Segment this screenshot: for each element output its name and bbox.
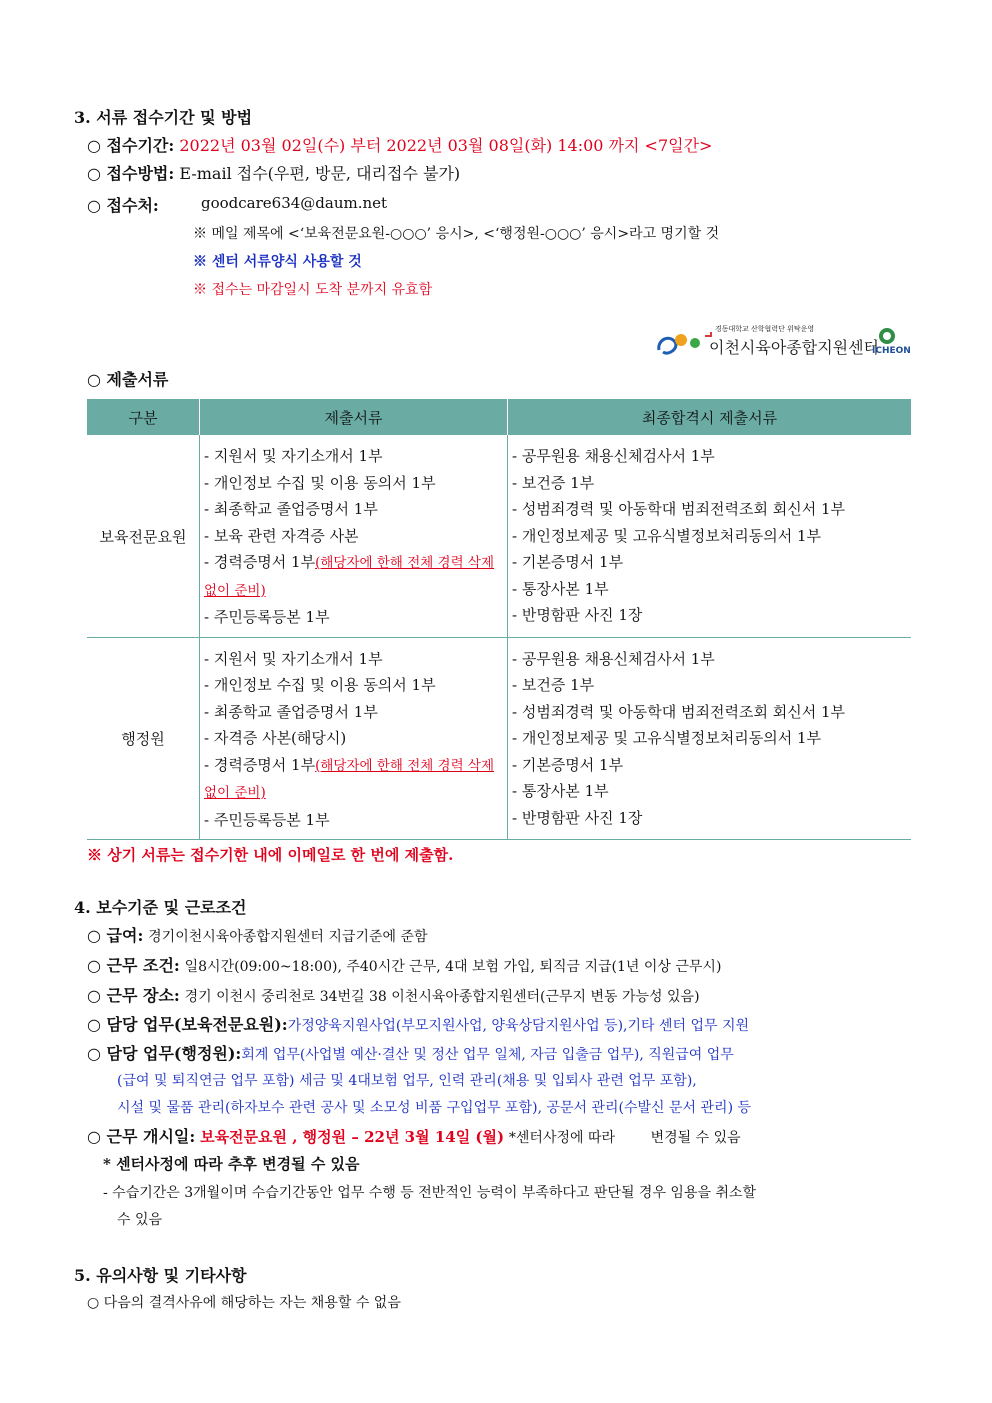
header-category: 구분: [87, 399, 200, 435]
final-item: - 보건증 1부: [512, 676, 595, 694]
cond-label: ○ 근무 조건:: [87, 956, 180, 975]
submit-item-career: [204, 549, 503, 604]
center-logo: [655, 324, 913, 358]
final-item: - 기본증명서 1부: [512, 553, 624, 571]
submit-item: - 보육 관련 자격증 사본: [204, 526, 359, 545]
row-final-docs: [508, 637, 912, 840]
start-label: ○ 근무 개시일:: [87, 1127, 196, 1146]
submit-item: - 경력증명서 1부: [204, 553, 316, 571]
place-value: 경기 이천시 중리천로 34번길 38 이천시육아종합지원센터(근무지 변동 가능성 있음): [184, 989, 700, 1005]
pay-value: 경기이천시육아종합지원센터 지급기준에 준함: [148, 929, 428, 945]
row-category: 보육전문요원: [87, 435, 200, 637]
place-row: [87, 983, 700, 1006]
pay-label: ○ 급여:: [87, 926, 144, 945]
address-label: ○ 접수처:: [87, 196, 159, 215]
start-value: 보육전문요원 , 행정원 – 22년 3월 14일 (월): [200, 1128, 505, 1146]
duty2-line1: 회계 업무(사업별 예산·결산 및 정산 업무 일체, 자금 입출금 업무), 직원급여 업무: [241, 1047, 734, 1063]
final-item: - 공무원용 채용신체검사서 1부: [512, 649, 715, 668]
deadline-note: ※ 접수는 마감일시 도착 분까지 유효함: [193, 282, 433, 298]
mail-subject-note: ※ 메일 제목에 <‘보육전문요원-○○○’ 응시>, <‘행정원-○○○’ 응시>라고 명기할 것: [193, 226, 720, 242]
final-item: - 성범죄경력 및 아동학대 범죄전력조회 회신서 1부: [512, 500, 846, 518]
submit-item: - 개인정보 수집 및 이용 동의서 1부: [204, 473, 436, 492]
duty1-row: [87, 1012, 749, 1035]
probation-line1: - 수습기간은 3개월이며 수습기간동안 업무 수행 등 전반적인 능력이 부족하다고 판단될 경우 임용을 취소할: [103, 1185, 757, 1201]
table-row: [87, 637, 911, 840]
logo-name: 이천시육아종합지원센터: [709, 338, 880, 357]
docs-title: ○ 제출서류: [87, 370, 169, 389]
final-item: - 기본증명서 1부: [512, 755, 624, 774]
logo-city: ICHEON: [872, 346, 911, 356]
submit-item: - 주민등록등본 1부: [204, 810, 330, 829]
form-note: ※ 센터 서류양식 사용할 것: [193, 254, 362, 270]
header-submit: 제출서류: [200, 399, 508, 435]
duty1-value: 가정양육지원사업(부모지원사업, 양육상담지원사업 등),기타 센터 업무 지원: [287, 1018, 750, 1034]
career-note: (해당자에 한해 전체 경력 삭제 없이 준비): [204, 757, 495, 801]
start-row: [87, 1124, 741, 1147]
row-submit-docs: [200, 435, 508, 637]
row-category: 행정원: [87, 637, 200, 840]
final-item: - 반명함판 사진 1장: [512, 808, 643, 827]
final-item: - 반명함판 사진 1장: [512, 606, 643, 624]
career-note: (해당자에 한해 전체 경력 삭제 없이 준비): [204, 555, 495, 599]
start-note: *센터사정에 따라 변경될 수 있음: [508, 1130, 741, 1146]
duty2-row: [87, 1041, 734, 1064]
method-value: E-mail 접수(우편, 방문, 대리접수 불가): [179, 164, 461, 183]
email-address[interactable]: goodcare634@daum.net: [201, 194, 388, 212]
duty1-label: ○ 담당 업무(보육전문요원):: [87, 1015, 288, 1034]
table-row: [87, 435, 911, 637]
final-item: - 통장사본 1부: [512, 782, 609, 800]
duty2-label: ○ 담당 업무(행정원):: [87, 1044, 242, 1063]
period-row: [87, 133, 712, 156]
logo-top-text: 경동대학교 산학협력단 위탁운영: [715, 325, 815, 333]
period-value: 2022년 03월 02일(수) 부터 2022년 03월 08일(화) 14:00 까지 <7일간>: [179, 136, 713, 155]
row-submit-docs: [200, 637, 508, 840]
final-item: - 개인정보제공 및 고유식별정보처리동의서 1부: [512, 729, 821, 747]
probation-line2: 수 있음: [117, 1212, 163, 1228]
submit-item: - 자격증 사본(해당시): [204, 729, 347, 747]
submit-item: - 지원서 및 자기소개서 1부: [204, 649, 383, 668]
row-final-docs: [508, 435, 912, 637]
submit-item: - 개인정보 수집 및 이용 동의서 1부: [204, 676, 436, 694]
submit-item: - 지원서 및 자기소개서 1부: [204, 447, 383, 465]
method-row: [87, 161, 460, 184]
submit-item: - 경력증명서 1부: [204, 755, 316, 774]
method-label: ○ 접수방법:: [87, 164, 175, 183]
table-header-row: [87, 399, 911, 435]
section5-title: 5. 유의사항 및 기타사항: [74, 1266, 247, 1285]
submit-item: - 최종학교 졸업증명서 1부: [204, 702, 378, 721]
final-item: - 공무원용 채용신체검사서 1부: [512, 447, 715, 465]
header-final: 최종합격시 제출서류: [508, 399, 912, 435]
period-label: ○ 접수기간:: [87, 136, 175, 155]
submit-item-career: [204, 752, 503, 807]
final-item: - 보건증 1부: [512, 473, 595, 492]
submit-item: - 최종학교 졸업증명서 1부: [204, 500, 378, 518]
address-row: [87, 193, 159, 216]
cond-row: [87, 953, 721, 976]
docs-footnote: ※ 상기 서류는 접수기한 내에 이메일로 한 번에 제출함.: [87, 846, 454, 864]
star-note: * 센터사정에 따라 추후 변경될 수 있음: [103, 1155, 360, 1173]
final-item: - 성범죄경력 및 아동학대 범죄전력조회 회신서 1부: [512, 702, 846, 721]
duty2-line3: 시설 및 물품 관리(하자보수 관련 공사 및 소모성 비품 구입업무 포함), 공문서 관리(수발신 문서 관리) 등: [117, 1100, 752, 1116]
final-item: - 통장사본 1부: [512, 579, 609, 598]
section5-item1: ○ 다음의 결격사유에 해당하는 자는 채용할 수 없음: [87, 1295, 401, 1311]
section3-title: 3. 서류 접수기간 및 방법: [74, 108, 253, 127]
documents-table: [87, 399, 911, 840]
cond-value: 일8시간(09:00~18:00), 주40시간 근무, 4대 보험 가입, 퇴직금 지급(1년 이상 근무시): [184, 959, 722, 975]
final-item: - 개인정보제공 및 고유식별정보처리동의서 1부: [512, 526, 821, 545]
duty2-line2: (급여 및 퇴직연금 업무 포함) 세금 및 4대보험 업무, 인력 관리(채용 및 입퇴사 관련 업무 포함),: [117, 1073, 697, 1089]
place-label: ○ 근무 장소:: [87, 986, 180, 1005]
section4-title: 4. 보수기준 및 근로조건: [74, 898, 247, 917]
submit-item: - 주민등록등본 1부: [204, 608, 330, 626]
pay-row: [87, 923, 428, 946]
